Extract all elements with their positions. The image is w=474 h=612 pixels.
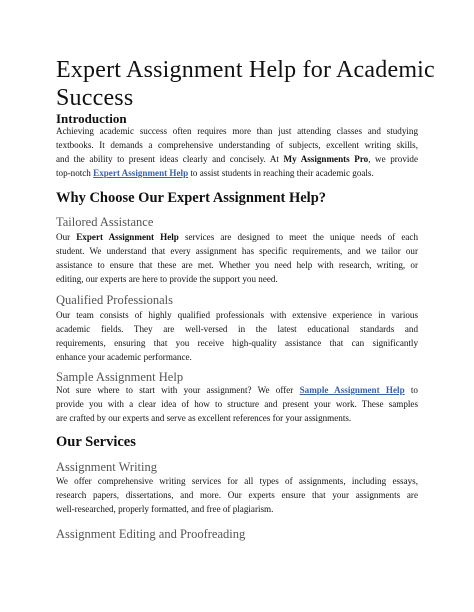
expert-assignment-help-link[interactable]: Expert Assignment Help [93, 168, 189, 178]
editing-proofreading-heading: Assignment Editing and Proofreading [56, 527, 246, 541]
page-title-line-2: Success [56, 85, 134, 111]
intro-line-3 [56, 152, 418, 167]
sample-line-1 [56, 383, 418, 398]
sample-text: Not sure where to start with your assignment? We offer [56, 385, 300, 395]
introduction-heading: Introduction [56, 111, 127, 126]
qualified-line-4: enhance your academic performance. [56, 352, 192, 362]
intro-text: , we provide [368, 154, 418, 164]
our-services-heading: Our Services [56, 434, 136, 450]
tailored-line-2: student. We understand that every assignment has specific requirements, and we tailor our [56, 246, 418, 256]
intro-text: top-notch [56, 168, 94, 178]
intro-text: and the ability to present ideas clearly and concisely. At [56, 154, 284, 164]
qualified-line-2: academic fields. They are well-versed in the latest educational standards and [56, 324, 418, 334]
sample-text: to [404, 385, 418, 395]
tailored-line-3: assistance to ensure that these are met. Whether you need help with research, writing, or [56, 260, 418, 270]
sample-line-2: provide you with a clear idea of how to structure and present your work. These samples [56, 399, 418, 409]
writing-line-3: well-researched, properly formatted, and free of plagiarism. [56, 504, 274, 514]
sample-assignment-help-link[interactable]: Sample Assignment Help [299, 385, 405, 395]
assignment-writing-heading: Assignment Writing [56, 460, 158, 474]
qualified-line-3: requirements, ensuring that you receive high-quality assistance that can significantly [56, 338, 418, 348]
tailored-line-1 [56, 230, 418, 245]
writing-line-1: We offer comprehensive writing services for all types of assignments, including essays, [56, 476, 418, 486]
why-choose-heading: Why Choose Our Expert Assignment Help? [56, 190, 327, 206]
page-title-line-1: Expert Assignment Help for Academic [56, 57, 435, 83]
tailored-text: Our [56, 232, 77, 242]
writing-line-2: research papers, dissertations, and more. Our experts ensure that your assignments are [56, 490, 418, 500]
sample-assignment-help-heading: Sample Assignment Help [56, 370, 184, 384]
sample-line-3: are crafted by our experts and serve as excellent references for your assignments. [56, 413, 352, 423]
intro-line-4 [56, 166, 418, 181]
tailored-text: services are designed to meet the unique needs of each [178, 232, 418, 242]
intro-text: to assist students in reaching their academic goals. [188, 168, 374, 178]
brand-name: My Assignments Pro [283, 154, 369, 164]
qualified-professionals-heading: Qualified Professionals [56, 293, 173, 307]
intro-line-2: textbooks. It demands a comprehensive understanding of subjects, excellent writing skills, [56, 140, 418, 150]
tailored-line-4: editing, our experts are here to provide the support you need. [56, 274, 278, 284]
qualified-line-1: Our team consists of highly qualified professionals with extensive experience in various [56, 310, 418, 320]
service-name: Expert Assignment Help [76, 232, 179, 242]
tailored-assistance-heading: Tailored Assistance [56, 215, 154, 229]
intro-line-1: Achieving academic success often requires more than just attending classes and studying [56, 126, 418, 136]
